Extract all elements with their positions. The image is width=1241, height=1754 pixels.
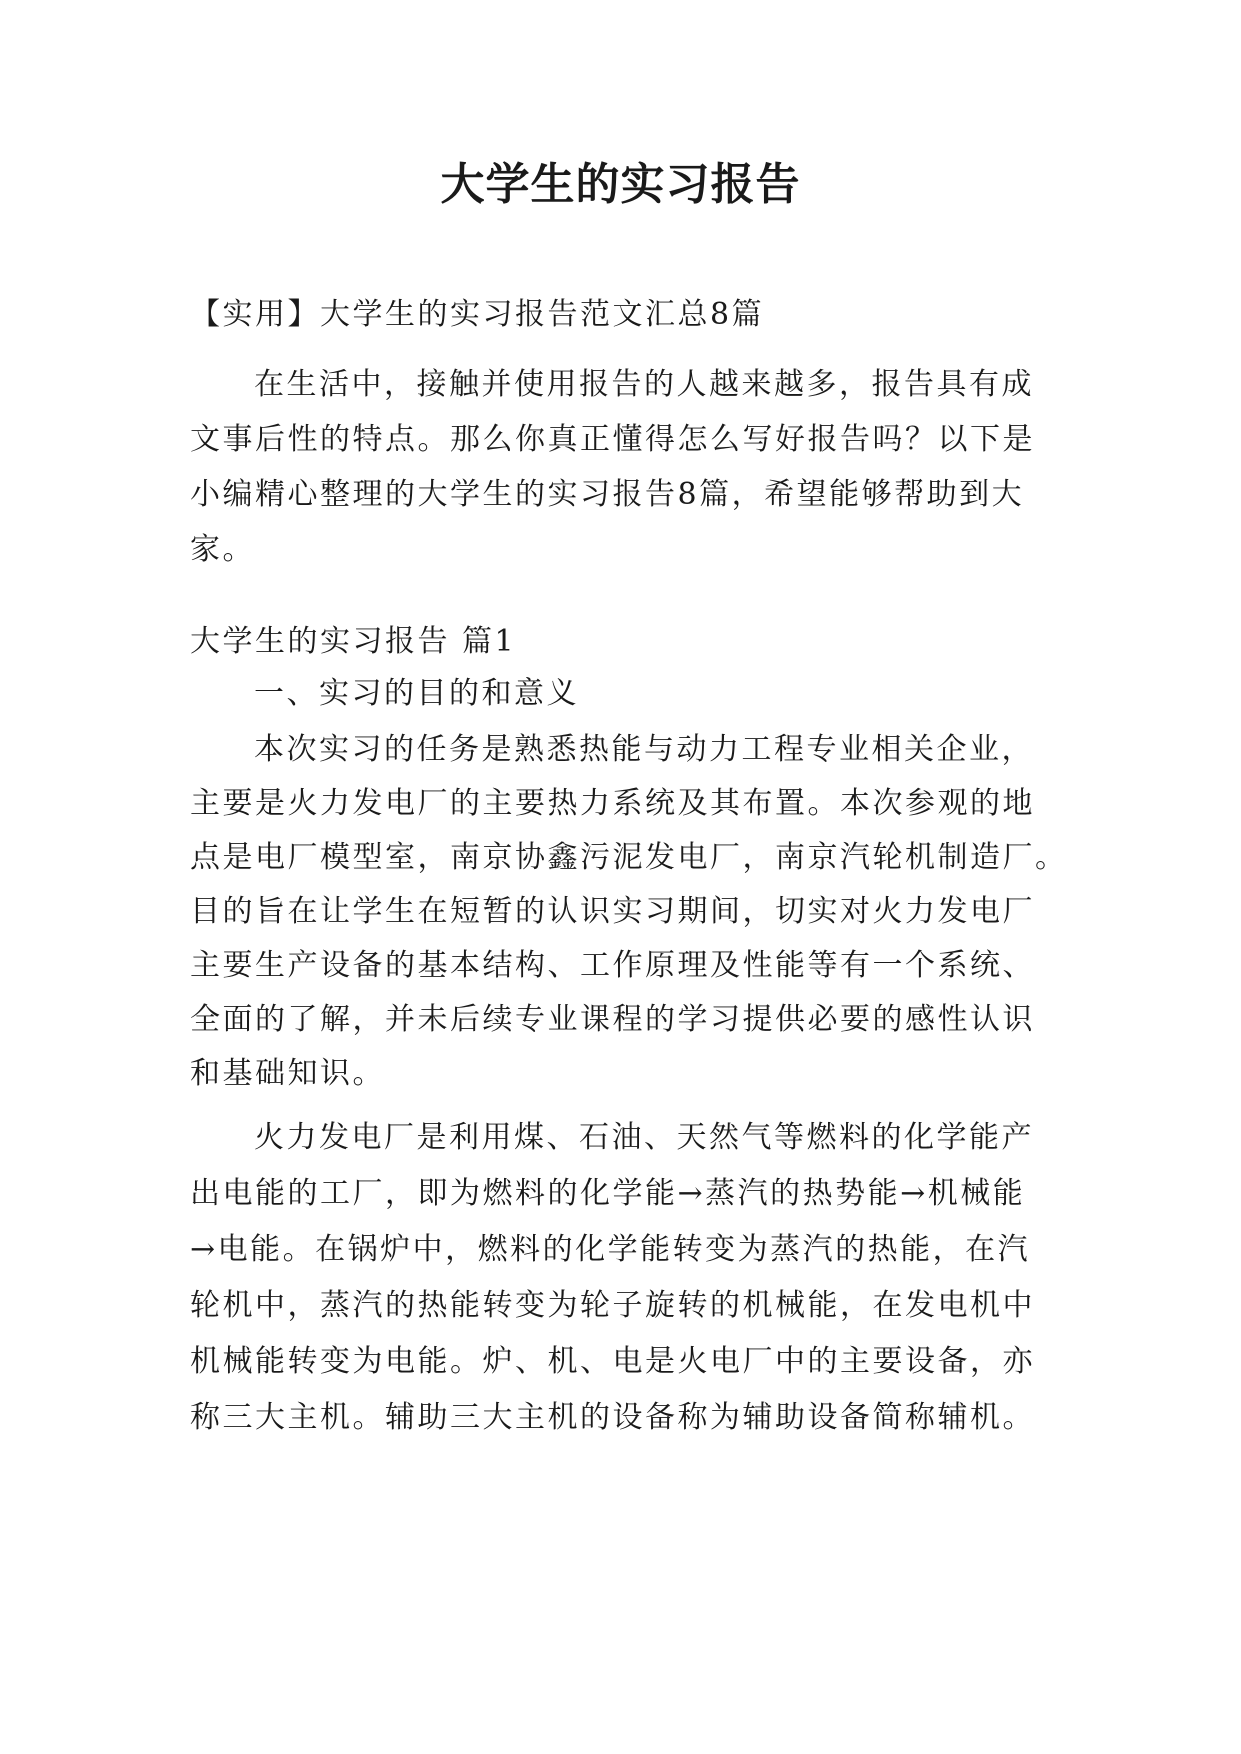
paragraph-line: 和基础知识。 — [190, 1056, 385, 1091]
document-subtitle: 【实用】大学生的实习报告范文汇总8篇 — [190, 297, 765, 332]
paragraph-line: 目的旨在让学生在短暂的认识实习期间，切实对火力发电厂 — [190, 894, 1035, 929]
paragraph-line: 出电能的工厂，即为燃料的化学能→蒸汽的热势能→机械能 — [190, 1176, 1026, 1211]
subheading: 一、实习的目的和意义 — [254, 676, 579, 711]
paragraph-line: 火力发电厂是利用煤、石油、天然气等燃料的化学能产 — [254, 1120, 1034, 1155]
paragraph-line: →电能。在锅炉中，燃料的化学能转变为蒸汽的热能，在汽 — [190, 1232, 1031, 1267]
intro-line: 小编精心整理的大学生的实习报告8篇，希望能够帮助到大 — [190, 477, 1025, 512]
paragraph-line: 点是电厂模型室，南京协鑫污泥发电厂，南京汽轮机制造厂。 — [190, 840, 1068, 875]
paragraph-line: 主要是火力发电厂的主要热力系统及其布置。本次参观的地 — [190, 786, 1035, 821]
paragraph-line: 本次实习的任务是熟悉热能与动力工程专业相关企业， — [254, 732, 1034, 767]
paragraph-line: 机械能转变为电能。炉、机、电是火电厂中的主要设备，亦 — [190, 1344, 1035, 1379]
intro-line: 文事后性的特点。那么你真正懂得怎么写好报告吗？以下是 — [190, 422, 1035, 457]
intro-line: 家。 — [190, 532, 255, 567]
intro-line: 在生活中，接触并使用报告的人越来越多，报告具有成 — [254, 367, 1034, 402]
paragraph-line: 称三大主机。辅助三大主机的设备称为辅助设备简称辅机。 — [190, 1400, 1035, 1435]
document-title: 大学生的实习报告 — [440, 159, 801, 210]
paragraph-line: 轮机中，蒸汽的热能转变为轮子旋转的机械能，在发电机中 — [190, 1288, 1035, 1323]
paragraph-line: 全面的了解，并未后续专业课程的学习提供必要的感性认识 — [190, 1002, 1035, 1037]
section-heading: 大学生的实习报告 篇1 — [190, 624, 517, 659]
paragraph-line: 主要生产设备的基本结构、工作原理及性能等有一个系统、 — [190, 948, 1035, 983]
